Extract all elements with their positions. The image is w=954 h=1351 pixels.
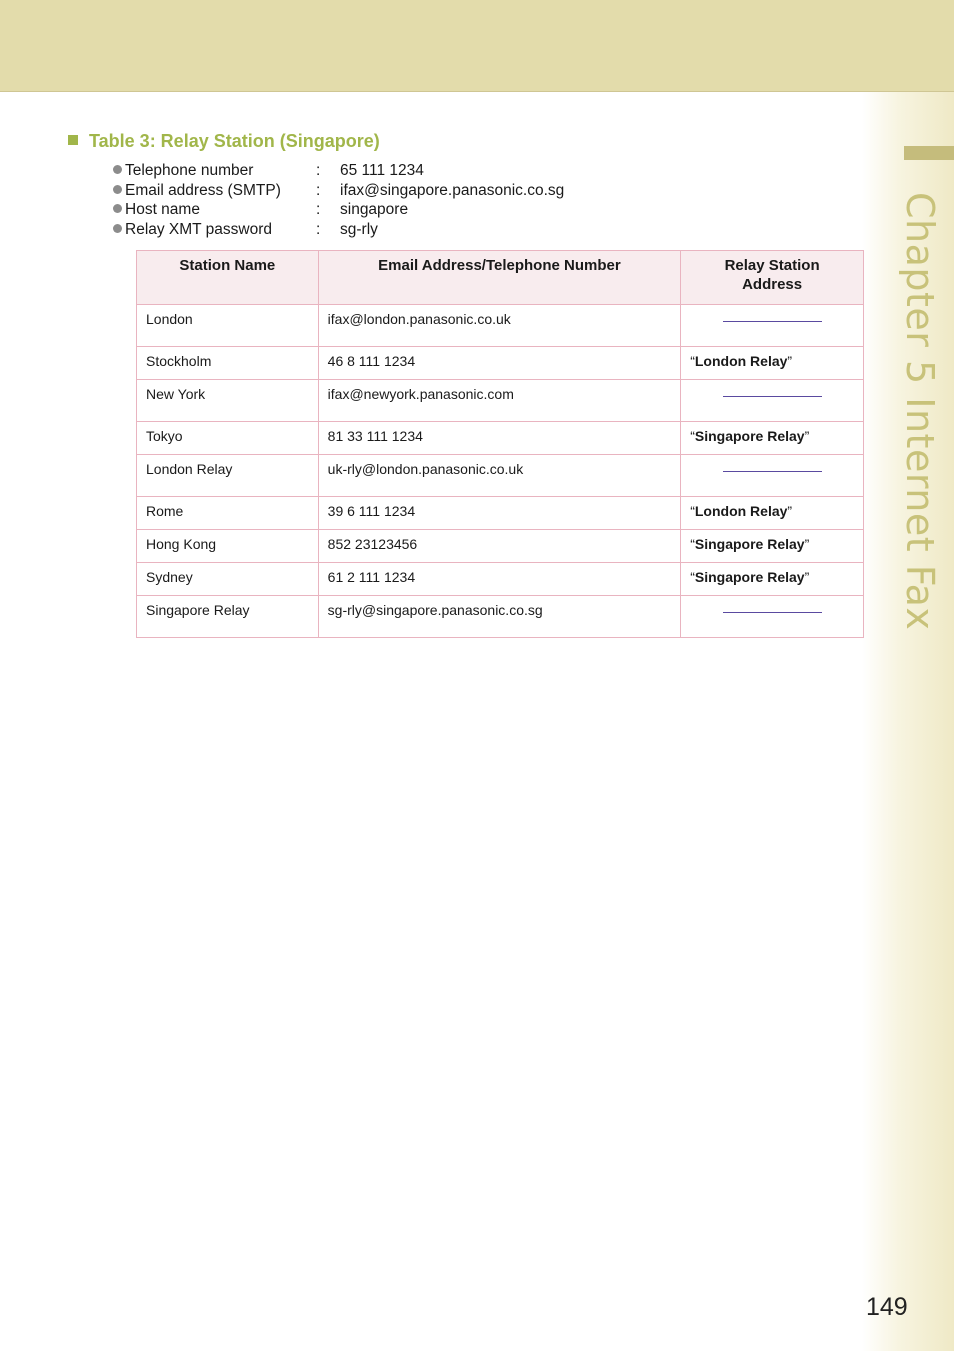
column-header-relay-address: Relay Station Address — [681, 251, 864, 305]
address-cell: ifax@newyork.panasonic.com — [318, 380, 681, 422]
column-header-email-telephone: Email Address/Telephone Number — [318, 251, 681, 305]
spec-label: Email address (SMTP) — [125, 181, 281, 199]
table-row — [137, 497, 864, 530]
spec-value: ifax@singapore.panasonic.co.sg — [340, 181, 565, 199]
relay-station-name: Singapore Relay — [694, 569, 805, 585]
relay-address-cell: “Singapore Relay” — [681, 422, 864, 455]
spec-row — [113, 200, 564, 220]
station-name-cell: Sydney — [137, 563, 319, 596]
spec-separator: : — [316, 220, 321, 238]
blank-entry-line — [723, 396, 822, 397]
relay-address-cell — [681, 305, 864, 347]
address-cell: uk-rly@london.panasonic.co.uk — [318, 455, 681, 497]
table-row — [137, 596, 864, 638]
relay-address-cell — [681, 380, 864, 422]
spec-row — [113, 161, 564, 181]
table-header-row — [137, 251, 864, 305]
bullet-icon — [113, 224, 122, 233]
spec-value: singapore — [340, 201, 409, 218]
relay-station-specs — [113, 161, 564, 239]
relay-address-cell — [681, 596, 864, 638]
chapter-marker-bar — [904, 146, 954, 160]
station-name-cell: Hong Kong — [137, 530, 319, 563]
station-name-cell: Singapore Relay — [137, 596, 319, 638]
table-row — [137, 347, 864, 380]
spec-row — [113, 220, 564, 240]
station-name-cell: London Relay — [137, 455, 319, 497]
relay-station-name: London Relay — [694, 503, 788, 519]
table-row — [137, 563, 864, 596]
column-header-station-name: Station Name — [137, 251, 319, 305]
square-bullet-icon — [68, 135, 78, 145]
section-title-text: Table 3: Relay Station (Singapore) — [89, 131, 380, 151]
address-cell: 39 6 111 1234 — [318, 497, 681, 530]
relay-station-name: Singapore Relay — [694, 536, 805, 552]
station-name-cell: New York — [137, 380, 319, 422]
relay-address-cell: “Singapore Relay” — [681, 563, 864, 596]
spec-label: Relay XMT password — [125, 220, 273, 238]
relay-station-table — [136, 250, 864, 638]
spec-separator: : — [316, 162, 321, 179]
bullet-icon — [113, 185, 122, 194]
spec-label: Host name — [125, 201, 200, 218]
address-cell: 81 33 111 1234 — [318, 422, 681, 455]
spec-value: sg-rly — [340, 220, 378, 238]
table-row — [137, 455, 864, 497]
address-cell: sg-rly@singapore.panasonic.co.sg — [318, 596, 681, 638]
blank-entry-line — [723, 612, 822, 613]
table-row — [137, 380, 864, 422]
table-row — [137, 305, 864, 347]
relay-address-cell — [681, 455, 864, 497]
page-number: 149 — [866, 1293, 908, 1321]
relay-address-cell: “London Relay” — [681, 497, 864, 530]
relay-address-cell: “London Relay” — [681, 347, 864, 380]
blank-entry-line — [723, 471, 822, 472]
address-cell: 61 2 111 1234 — [318, 563, 681, 596]
relay-station-name: London Relay — [694, 353, 788, 369]
header-band — [0, 0, 954, 92]
spec-row — [113, 181, 564, 201]
section-title — [68, 131, 380, 152]
bullet-icon — [113, 165, 122, 174]
blank-entry-line — [723, 321, 822, 322]
address-cell: 46 8 111 1234 — [318, 347, 681, 380]
table-row — [137, 422, 864, 455]
relay-station-name: Singapore Relay — [694, 428, 805, 444]
spec-separator: : — [316, 201, 321, 218]
address-cell: 852 23123456 — [318, 530, 681, 563]
chapter-tab-label: Chapter 5 Internet Fax — [898, 192, 942, 631]
spec-value: 65 111 1234 — [340, 162, 424, 179]
station-name-cell: Stockholm — [137, 347, 319, 380]
table-row — [137, 530, 864, 563]
bullet-icon — [113, 204, 122, 213]
spec-label: Telephone number — [125, 162, 254, 179]
spec-separator: : — [316, 181, 321, 199]
station-name-cell: London — [137, 305, 319, 347]
relay-address-cell: “Singapore Relay” — [681, 530, 864, 563]
address-cell: ifax@london.panasonic.co.uk — [318, 305, 681, 347]
station-name-cell: Rome — [137, 497, 319, 530]
station-name-cell: Tokyo — [137, 422, 319, 455]
